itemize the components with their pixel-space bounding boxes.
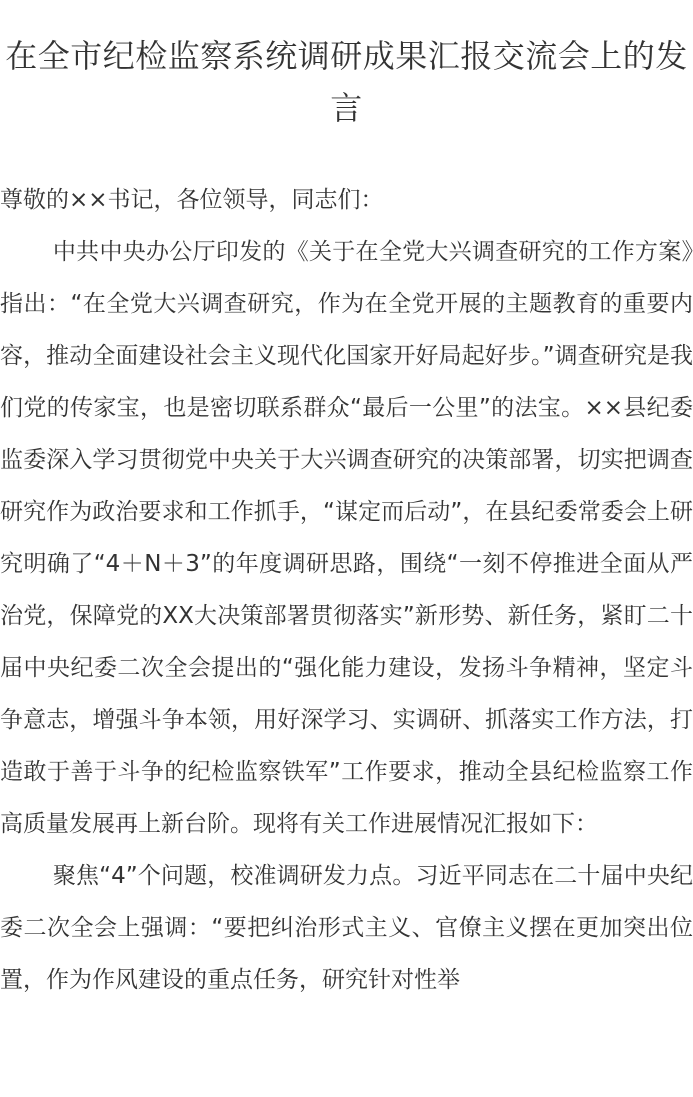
salutation: 尊敬的××书记，各位领导，同志们： (0, 187, 384, 213)
document-title: 在全市纪检监察系统调研成果汇报交流会上的发言 (5, 37, 688, 127)
paragraph-focus-four-issues: 聚焦“4”个问题，校准调研发力点。习近平同志在二十届中央纪委二次全会上强调：“要把纠治形式主义、官僚主义摆在更加突出位置，作为作风建设的重点任务，研究针对性举 (0, 863, 693, 993)
paragraph-intro: 中共中央办公厅印发的《关于在全党大兴调查研究的工作方案》指出：“在全党大兴调查研究，作为在全党开展的主题教育的重要内容，推动全面建设社会主义现代化国家开好局起好步。”调查研究是我们党的传家宝，也是密切联系群众“最后一公里”的法宝。××县纪委监委深入学习贯彻党中央关于大兴调查研究的决策部署，切实把调查研究作为政治要求和工作抓手，“谋定而后动”，在县纪委常委会上研究明确了“4＋N＋3”的年度调研思路，围绕“一刻不停推进全面从严治党，保障党的XX大决策部署贯彻落实”新形势、新任务，紧盯二十届中央纪委二次全会提出的“强化能力建设，发扬斗争精神，坚定斗争意志，增强斗争本领，用好深学习、实调研、抓落实工作方法，打造敢于善于斗争的纪检监察铁军”工作要求，推动全县纪检监察工作高质量发展再上新台阶。现将有关工作进展情况汇报如下： (0, 239, 693, 837)
